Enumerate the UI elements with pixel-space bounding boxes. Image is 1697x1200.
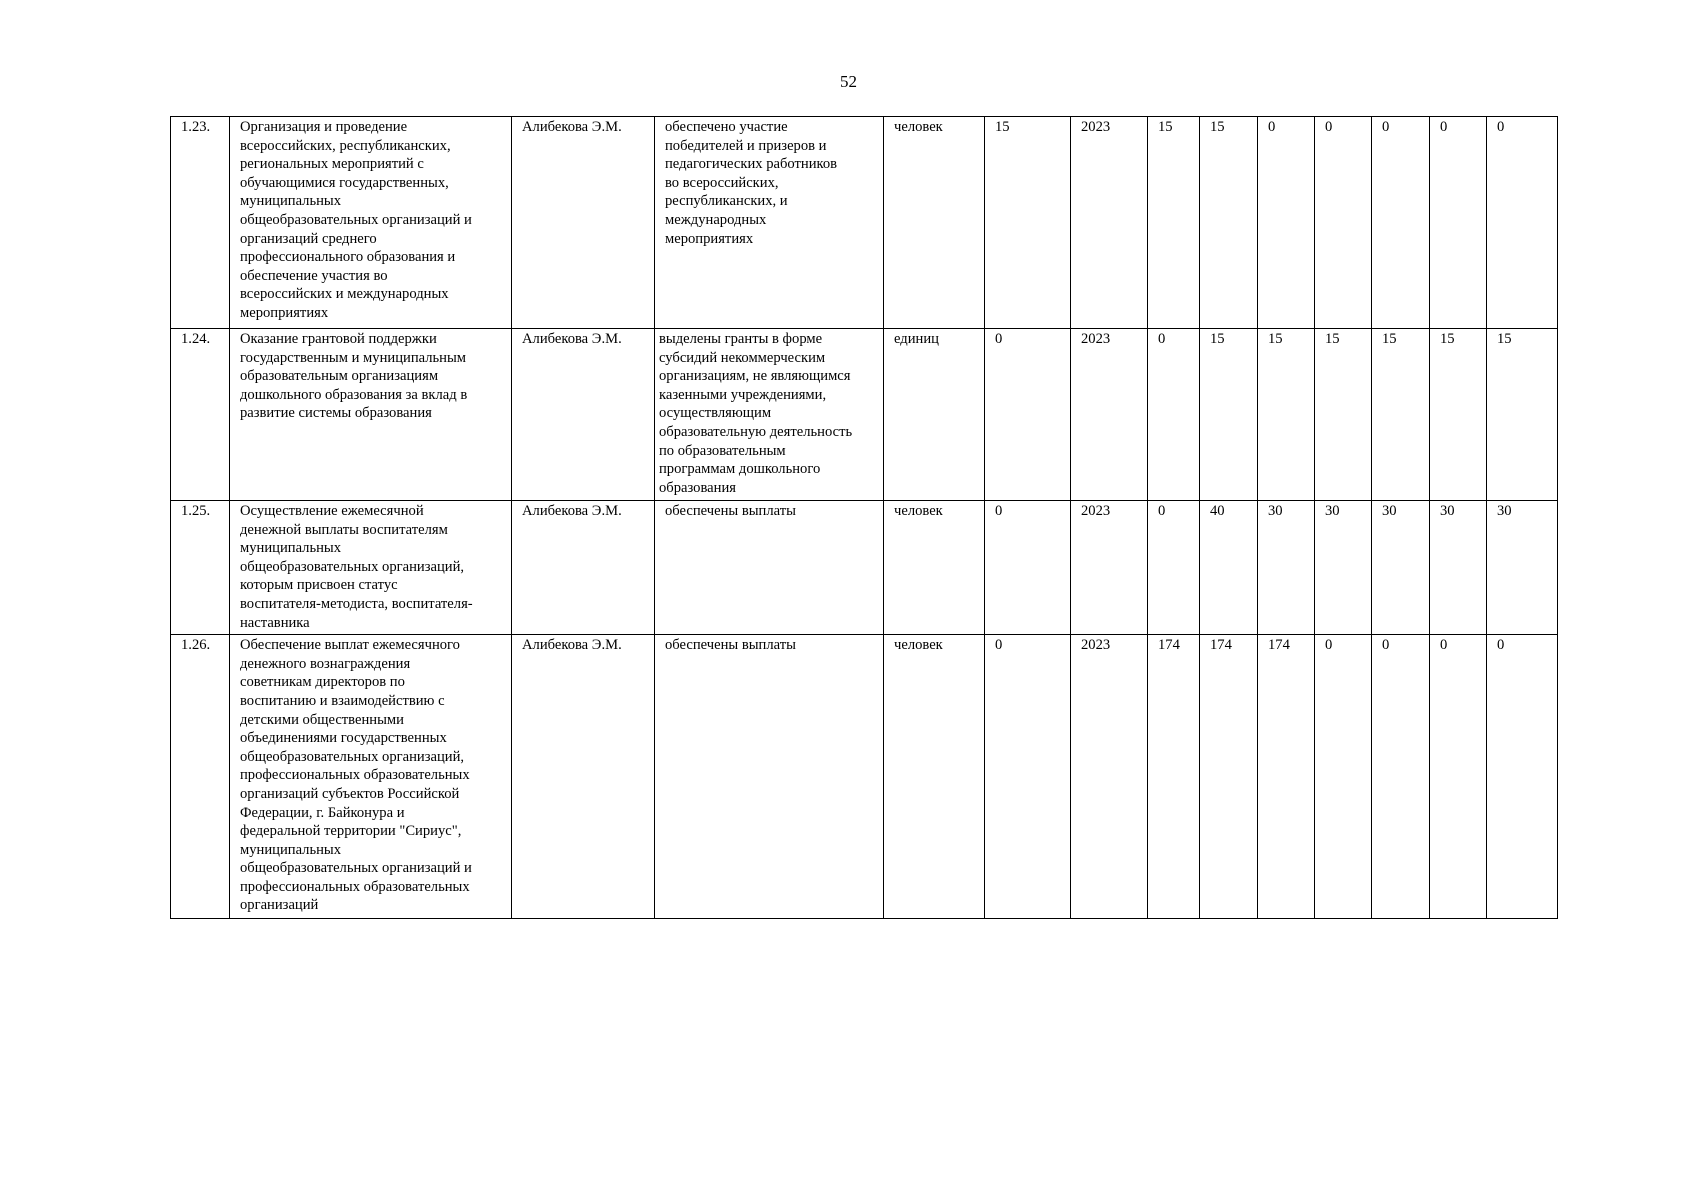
table-row (171, 117, 1558, 329)
row-number: 1.24. (171, 329, 230, 501)
year-value: 0 (1372, 117, 1430, 329)
year-value: 30 (1487, 501, 1558, 635)
responsible-person: Алибекова Э.М. (512, 635, 655, 919)
year-value: 0 (1372, 635, 1430, 919)
base-value: 0 (985, 329, 1071, 501)
year-value: 15 (1200, 117, 1258, 329)
year-value: 0 (1315, 117, 1372, 329)
row-number: 1.23. (171, 117, 230, 329)
year-value: 30 (1258, 501, 1315, 635)
year-value: 0 (1315, 635, 1372, 919)
unit-of-measure: человек (884, 635, 985, 919)
unit-of-measure: человек (884, 501, 985, 635)
base-value: 0 (985, 501, 1071, 635)
table-row (171, 635, 1558, 919)
year-value: 0 (1148, 501, 1200, 635)
indicators-table (170, 116, 1558, 919)
year-value: 30 (1430, 501, 1487, 635)
base-year: 2023 (1071, 635, 1148, 919)
expected-result: выделены гранты в форме субсидий некоммерческим организациям, не являющимся казенными учреждениями, осуществляющим образовательную деятельность по образовательным программам дошкольного образования (655, 329, 884, 501)
year-value: 30 (1315, 501, 1372, 635)
year-value: 0 (1148, 329, 1200, 501)
unit-of-measure: единиц (884, 329, 985, 501)
table-row (171, 329, 1558, 501)
year-value: 15 (1148, 117, 1200, 329)
year-value: 174 (1148, 635, 1200, 919)
year-value: 15 (1258, 329, 1315, 501)
year-value: 0 (1487, 635, 1558, 919)
responsible-person: Алибекова Э.М. (512, 117, 655, 329)
year-value: 0 (1430, 635, 1487, 919)
year-value: 15 (1315, 329, 1372, 501)
expected-result: обеспечены выплаты (655, 635, 884, 919)
year-value: 174 (1258, 635, 1315, 919)
row-number: 1.26. (171, 635, 230, 919)
page-number: 52 (840, 72, 857, 91)
year-value: 30 (1372, 501, 1430, 635)
base-year: 2023 (1071, 329, 1148, 501)
activity-name: Организация и проведение всероссийских, республиканских, региональных мероприятий с обучающимися государственных, муниципальных общеобразовательных организаций и организаций среднего профессионального образования и обеспечение участия во всероссийских и международных мероприятиях (230, 117, 512, 329)
base-value: 15 (985, 117, 1071, 329)
base-value: 0 (985, 635, 1071, 919)
table-row (171, 501, 1558, 635)
responsible-person: Алибекова Э.М. (512, 501, 655, 635)
year-value: 15 (1372, 329, 1430, 501)
base-year: 2023 (1071, 117, 1148, 329)
year-value: 174 (1200, 635, 1258, 919)
year-value: 15 (1200, 329, 1258, 501)
expected-result: обеспечено участие победителей и призеров и педагогических работников во всероссийских, республиканских, и международных мероприятиях (655, 117, 884, 329)
responsible-person: Алибекова Э.М. (512, 329, 655, 501)
year-value: 15 (1430, 329, 1487, 501)
unit-of-measure: человек (884, 117, 985, 329)
base-year: 2023 (1071, 501, 1148, 635)
activity-name: Осуществление ежемесячной денежной выплаты воспитателям муниципальных общеобразовательных организаций, которым присвоен статус воспитателя-методиста, воспитателя- наставника (230, 501, 512, 635)
activity-name: Оказание грантовой поддержки государственным и муниципальным образовательным организациям дошкольного образования за вклад в развитие системы образования (230, 329, 512, 501)
year-value: 0 (1258, 117, 1315, 329)
activity-name: Обеспечение выплат ежемесячного денежного вознаграждения советникам директоров по воспитанию и взаимодействию с детскими общественными объединениями государственных общеобразовательных организаций, профессиональных образовательных организаций субъектов Российской Федерации, г. Байконура и федеральной территории "Сириус", муниципальных общеобразовательных организаций и профессиональных образовательных организаций (230, 635, 512, 919)
year-value: 0 (1487, 117, 1558, 329)
expected-result: обеспечены выплаты (655, 501, 884, 635)
year-value: 15 (1487, 329, 1558, 501)
year-value: 0 (1430, 117, 1487, 329)
row-number: 1.25. (171, 501, 230, 635)
year-value: 40 (1200, 501, 1258, 635)
